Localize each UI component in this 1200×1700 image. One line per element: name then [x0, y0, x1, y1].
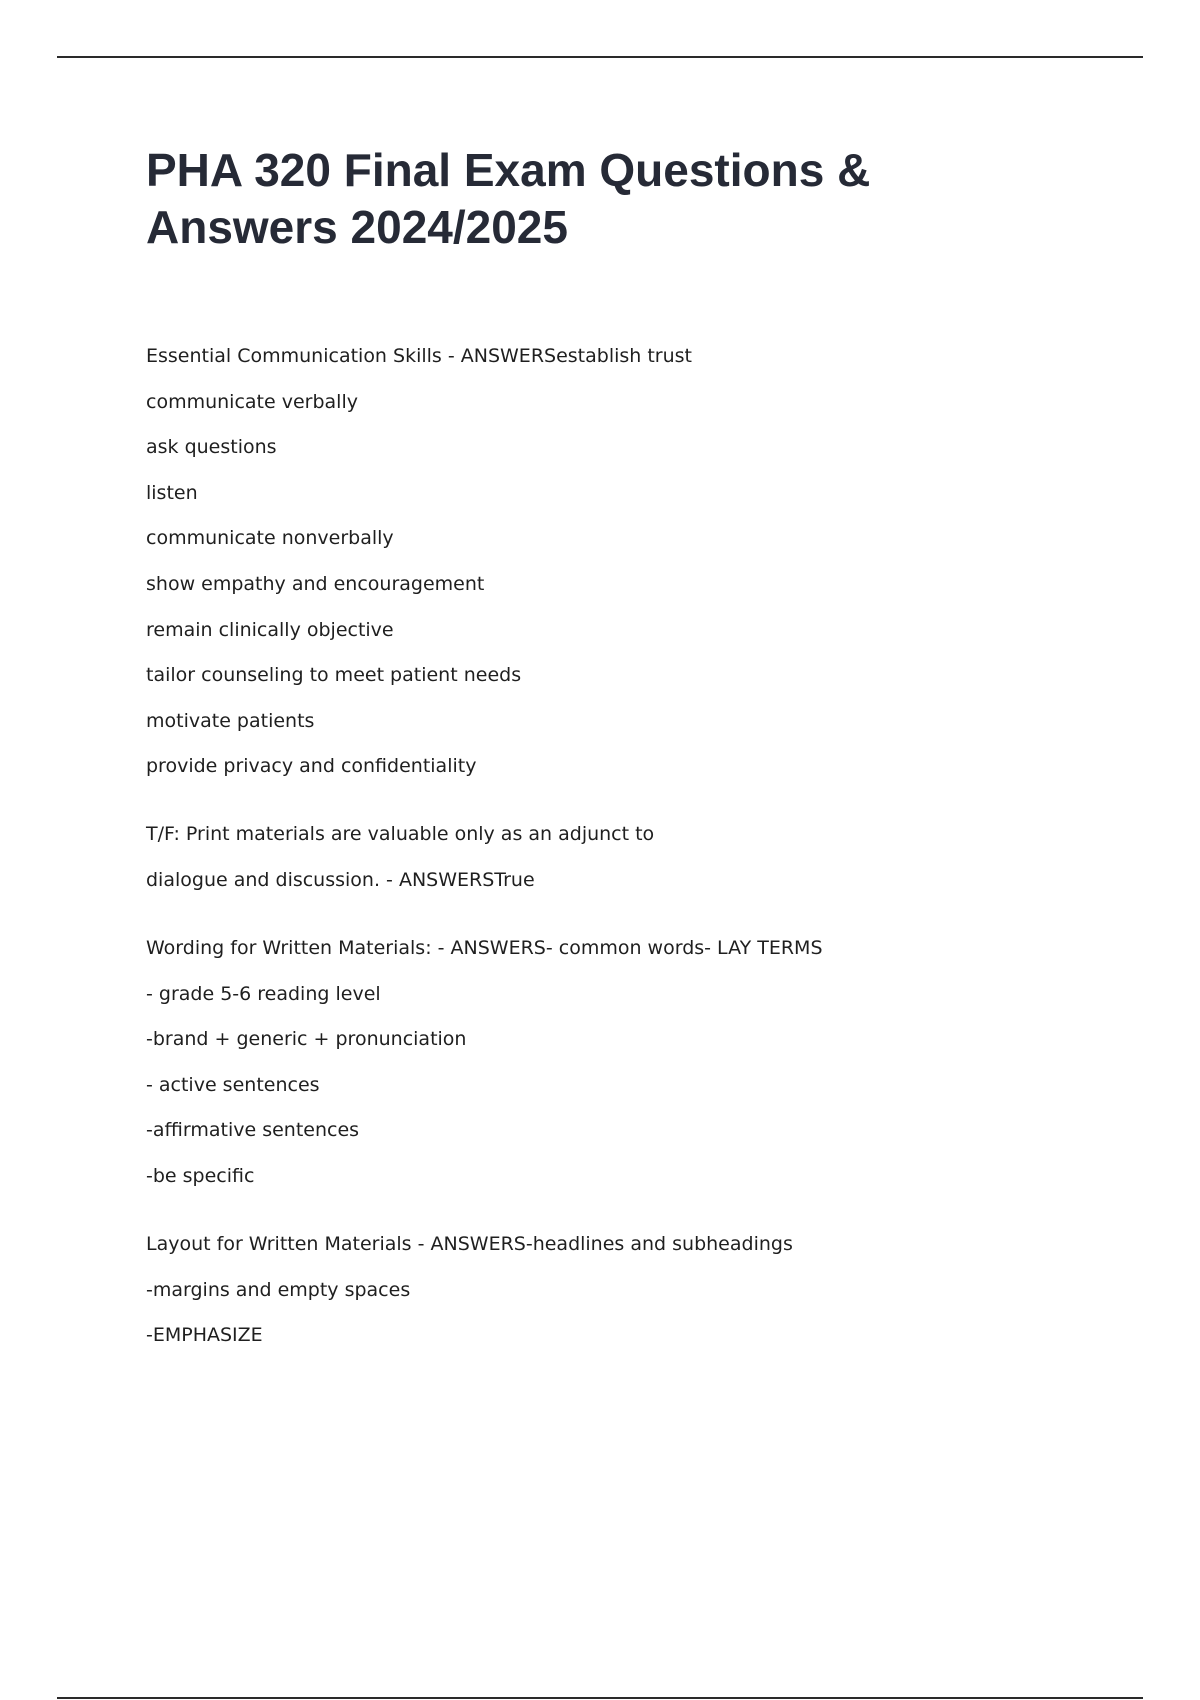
answer-line: -EMPHASIZE [146, 1324, 263, 1347]
bottom-rule [57, 1697, 1143, 1699]
question-line: Essential Communication Skills - ANSWERSestablish trust [146, 345, 693, 367]
answer-line: -margins and empty spaces [146, 1278, 411, 1301]
answer-line: -be specific [146, 1164, 255, 1187]
answer-line: -affirmative sentences [146, 1119, 360, 1142]
answer-line: motivate patients [146, 709, 315, 732]
question-line: Layout for Written Materials - ANSWERS-headlines and subheadings [146, 1232, 793, 1255]
answer-line: communicate nonverbally [146, 527, 394, 550]
title-line-2: Answers 2024/2025 [146, 201, 568, 253]
answer-line: - active sentences [146, 1073, 320, 1096]
answer-line: remain clinically objective [146, 618, 394, 641]
answer-line: - grade 5-6 reading level [146, 982, 381, 1005]
qa-block-layout [146, 1233, 1126, 1346]
answer-line: tailor counseling to meet patient needs [146, 664, 522, 687]
qa-block-communication-skills [146, 345, 1126, 777]
answer-line: provide privacy and confidentiality [146, 755, 477, 778]
top-rule [57, 56, 1143, 58]
qa-block-print-materials [146, 823, 1126, 891]
qa-block-wording [146, 937, 1126, 1187]
question-answer-line: dialogue and discussion. - ANSWERSTrue [146, 868, 535, 891]
answer-line: -brand + generic + pronunciation [146, 1028, 467, 1051]
answer-line: listen [146, 481, 198, 504]
answer-line: communicate verbally [146, 390, 358, 413]
document-body [146, 345, 1126, 1392]
title-line-1: PHA 320 Final Exam Questions & [146, 144, 871, 196]
document-title [146, 142, 1046, 256]
question-line: Wording for Written Materials: - ANSWERS- common words- LAY TERMS [146, 936, 823, 959]
question-line: T/F: Print materials are valuable only as an adjunct to [146, 823, 655, 846]
answer-line: ask questions [146, 436, 277, 459]
answer-line: show empathy and encouragement [146, 572, 485, 595]
